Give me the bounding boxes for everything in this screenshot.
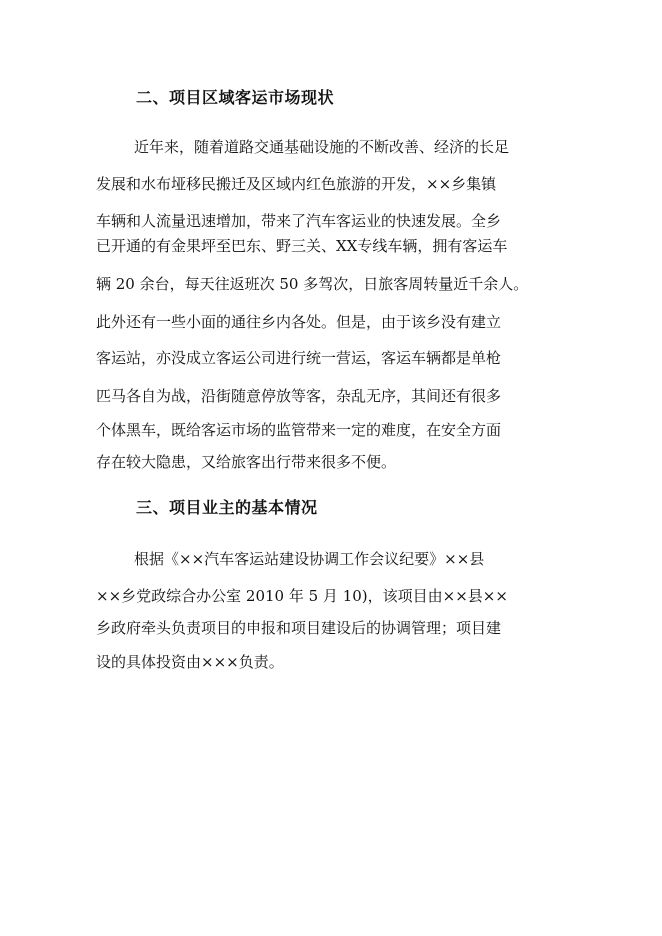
section-heading-market-status: 二、项目区域客运市场现状 bbox=[136, 88, 335, 107]
paragraph-line: 近年来，随着道路交通基础设施的不断改善、经济的长足 bbox=[134, 138, 510, 156]
paragraph-line: 存在较大隐患，又给旅客出行带来很多不便。 bbox=[96, 453, 397, 471]
paragraph-line: 乡政府牵头负责项目的申报和项目建设后的协调管理；项目建 bbox=[96, 619, 502, 637]
paragraph-line: 车辆和人流量迅速增加，带来了汽车客运业的快速发展。全乡 bbox=[96, 212, 502, 230]
paragraph-line: 发展和水布垭移民搬迁及区域内红色旅游的开发，××乡集镇 bbox=[96, 175, 497, 193]
paragraph-line: 已开通的有金果坪至巴东、野三关、XX专线车辆，拥有客运车 bbox=[96, 237, 508, 255]
paragraph-line: 匹马各自为战，沿街随意停放等客，杂乱无序，其间还有很多 bbox=[96, 387, 502, 405]
paragraph-line: 客运站，亦没成立客运公司进行统一营运，客运车辆都是单枪 bbox=[96, 349, 502, 367]
paragraph-line: 此外还有一些小面的通往乡内各处。但是，由于该乡没有建立 bbox=[96, 313, 502, 331]
paragraph-line: 根据《××汽车客运站建设协调工作会议纪要》××县 bbox=[134, 550, 485, 568]
paragraph-line: 辆 20 余台，每天往返班次 50 多驾次，日旅客周转量近千余人。 bbox=[96, 275, 529, 293]
section-heading-project-owner: 三、项目业主的基本情况 bbox=[136, 498, 318, 517]
paragraph-line: 设的具体投资由×××负责。 bbox=[96, 653, 284, 671]
paragraph-line: ××乡党政综合办公室 2010 年 5 月 10)，该项目由××县×× bbox=[96, 587, 508, 605]
paragraph-line: 个体黑车，既给客运市场的监管带来一定的难度，在安全方面 bbox=[96, 421, 502, 439]
